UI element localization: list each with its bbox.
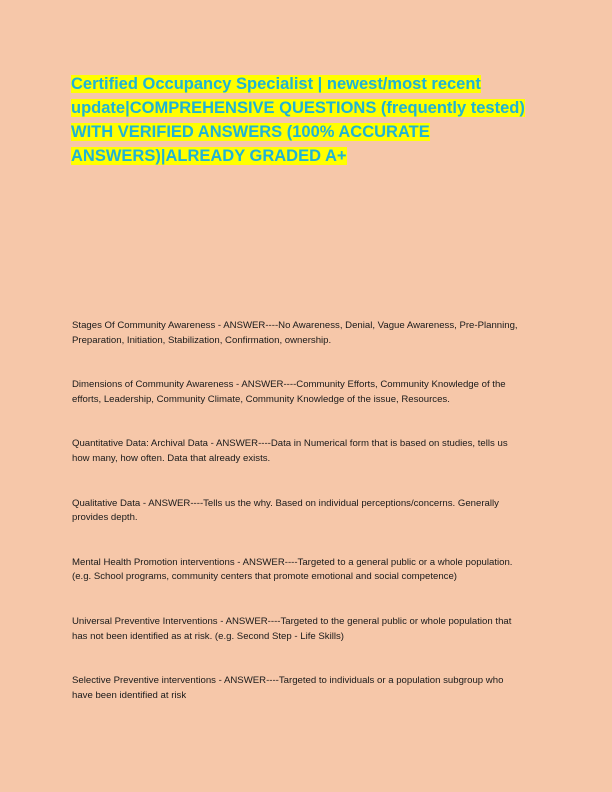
qa-item-line-1: Selective Preventive interventions - ANSWER----Targeted to individuals or a population subgroup who bbox=[72, 675, 504, 687]
qa-item-line-2: how many, how often. Data that already exists. bbox=[72, 452, 271, 464]
qa-item bbox=[72, 437, 542, 466]
qa-item-line-2: have been identified at risk bbox=[72, 689, 187, 701]
qa-item-line-2: has not been identified as at risk. (e.g. Second Step - Life Skills) bbox=[72, 630, 344, 642]
title-line-2: update|COMPREHENSIVE QUESTIONS (frequently tested) bbox=[71, 99, 525, 117]
qa-item-line-1: Stages Of Community Awareness - ANSWER----No Awareness, Denial, Vague Awareness, Pre-Planning, bbox=[72, 320, 518, 331]
qa-item bbox=[72, 556, 542, 585]
qa-item-line-1: Universal Preventive Interventions - ANSWER----Targeted to the general public or whole population that bbox=[72, 615, 512, 627]
qa-item-line-2: Preparation, Initiation, Stabilization, Confirmation, ownership. bbox=[72, 334, 332, 346]
qa-item bbox=[72, 497, 542, 526]
qa-item bbox=[72, 378, 542, 407]
qa-item-line-1: Qualitative Data - ANSWER----Tells us the why. Based on individual perceptions/concerns. Generally bbox=[72, 497, 499, 509]
qa-item-line-1: Dimensions of Community Awareness - ANSWER----Community Efforts, Community Knowledge of the bbox=[72, 379, 506, 391]
document-title bbox=[71, 72, 541, 168]
title-line-1: Certified Occupancy Specialist | newest/most recent bbox=[71, 75, 481, 93]
qa-item bbox=[72, 615, 542, 644]
qa-item-line-2: (e.g. School programs, community centers that promote emotional and social competence) bbox=[72, 571, 458, 583]
qa-list bbox=[72, 319, 542, 733]
title-line-3: WITH VERIFIED ANSWERS (100% ACCURATE bbox=[71, 123, 430, 141]
qa-item-line-1: Mental Health Promotion interventions - ANSWER----Targeted to a general public or a whole population. bbox=[72, 556, 513, 568]
qa-item-line-2: efforts, Leadership, Community Climate, Community Knowledge of the issue, Resources. bbox=[72, 393, 450, 405]
title-line-4: ANSWERS)|ALREADY GRADED A+ bbox=[71, 147, 347, 165]
qa-item bbox=[72, 674, 542, 703]
qa-item-line-1: Quantitative Data: Archival Data - ANSWER----Data in Numerical form that is based on studies, tells us bbox=[72, 438, 508, 450]
qa-item-line-2: provides depth. bbox=[72, 512, 138, 524]
qa-item bbox=[72, 319, 542, 348]
